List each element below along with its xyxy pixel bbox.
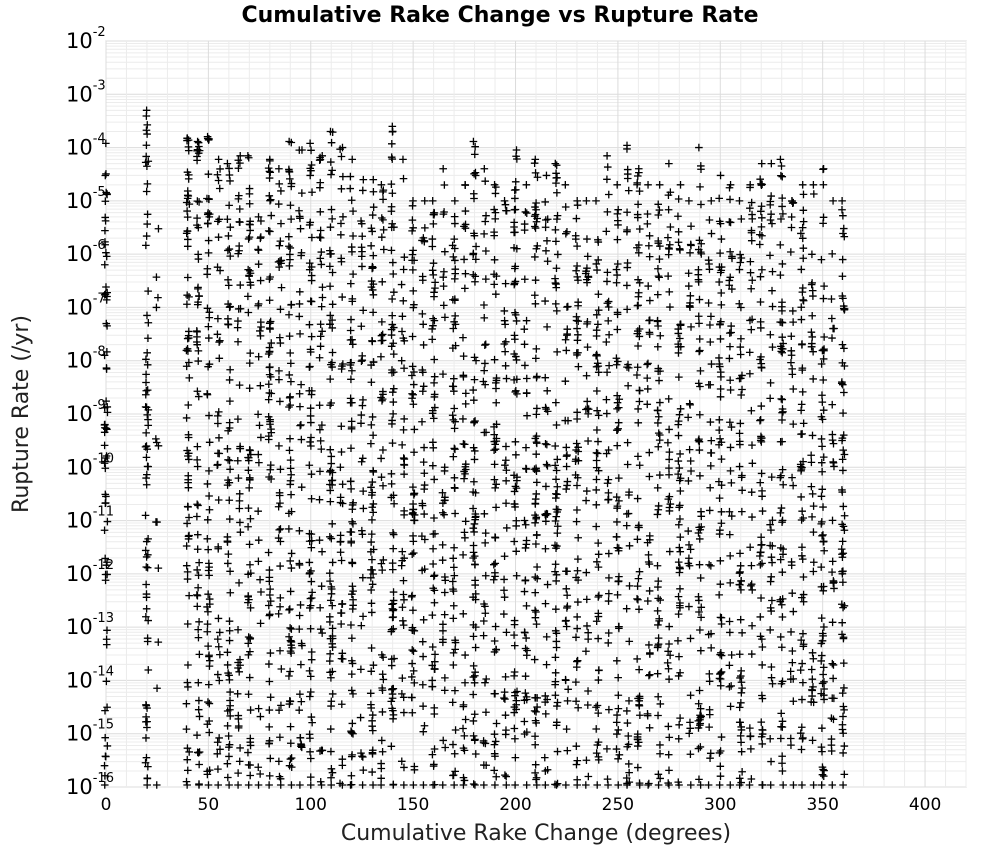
y-tick-label: $10^{-8}$ xyxy=(66,344,106,373)
x-tick-label: 150 xyxy=(396,795,430,815)
x-tick-label: 400 xyxy=(908,795,942,815)
x-tick-label: 0 xyxy=(100,795,112,815)
x-tick-label: 100 xyxy=(294,795,327,815)
y-tick-label: $10^{-16}$ xyxy=(66,771,114,799)
y-tick-label: $10^{-4}$ xyxy=(66,131,106,160)
x-tick-label: 200 xyxy=(499,795,532,815)
y-tick-label: $10^{-11}$ xyxy=(66,504,114,533)
y-tick-label: $10^{-14}$ xyxy=(66,664,114,693)
y-tick-label: $10^{-9}$ xyxy=(66,398,106,426)
x-tick-label: 50 xyxy=(197,795,220,815)
y-tick-label: $10^{-13}$ xyxy=(66,611,114,640)
y-axis-label: Rupture Rate (/yr) xyxy=(9,315,34,513)
y-tick-label: $10^{-10}$ xyxy=(66,451,114,480)
x-tick-label: 350 xyxy=(806,795,839,815)
x-axis-label: Cumulative Rake Change (degrees) xyxy=(340,821,732,846)
y-tick-label: $10^{-3}$ xyxy=(66,78,106,107)
y-tick-label: $10^{-15}$ xyxy=(66,717,114,746)
x-tick-label: 250 xyxy=(601,795,635,815)
chart-title: Cumulative Rake Change vs Rupture Rate xyxy=(241,3,759,28)
x-axis-ticks xyxy=(101,795,942,815)
y-tick-label: $10^{-12}$ xyxy=(66,557,114,586)
y-tick-label: $10^{-7}$ xyxy=(66,291,106,320)
x-tick-label: 300 xyxy=(704,795,737,815)
y-tick-label: $10^{-5}$ xyxy=(66,184,106,213)
y-tick-label: $10^{-2}$ xyxy=(66,25,106,53)
y-tick-label: $10^{-6}$ xyxy=(66,238,106,267)
